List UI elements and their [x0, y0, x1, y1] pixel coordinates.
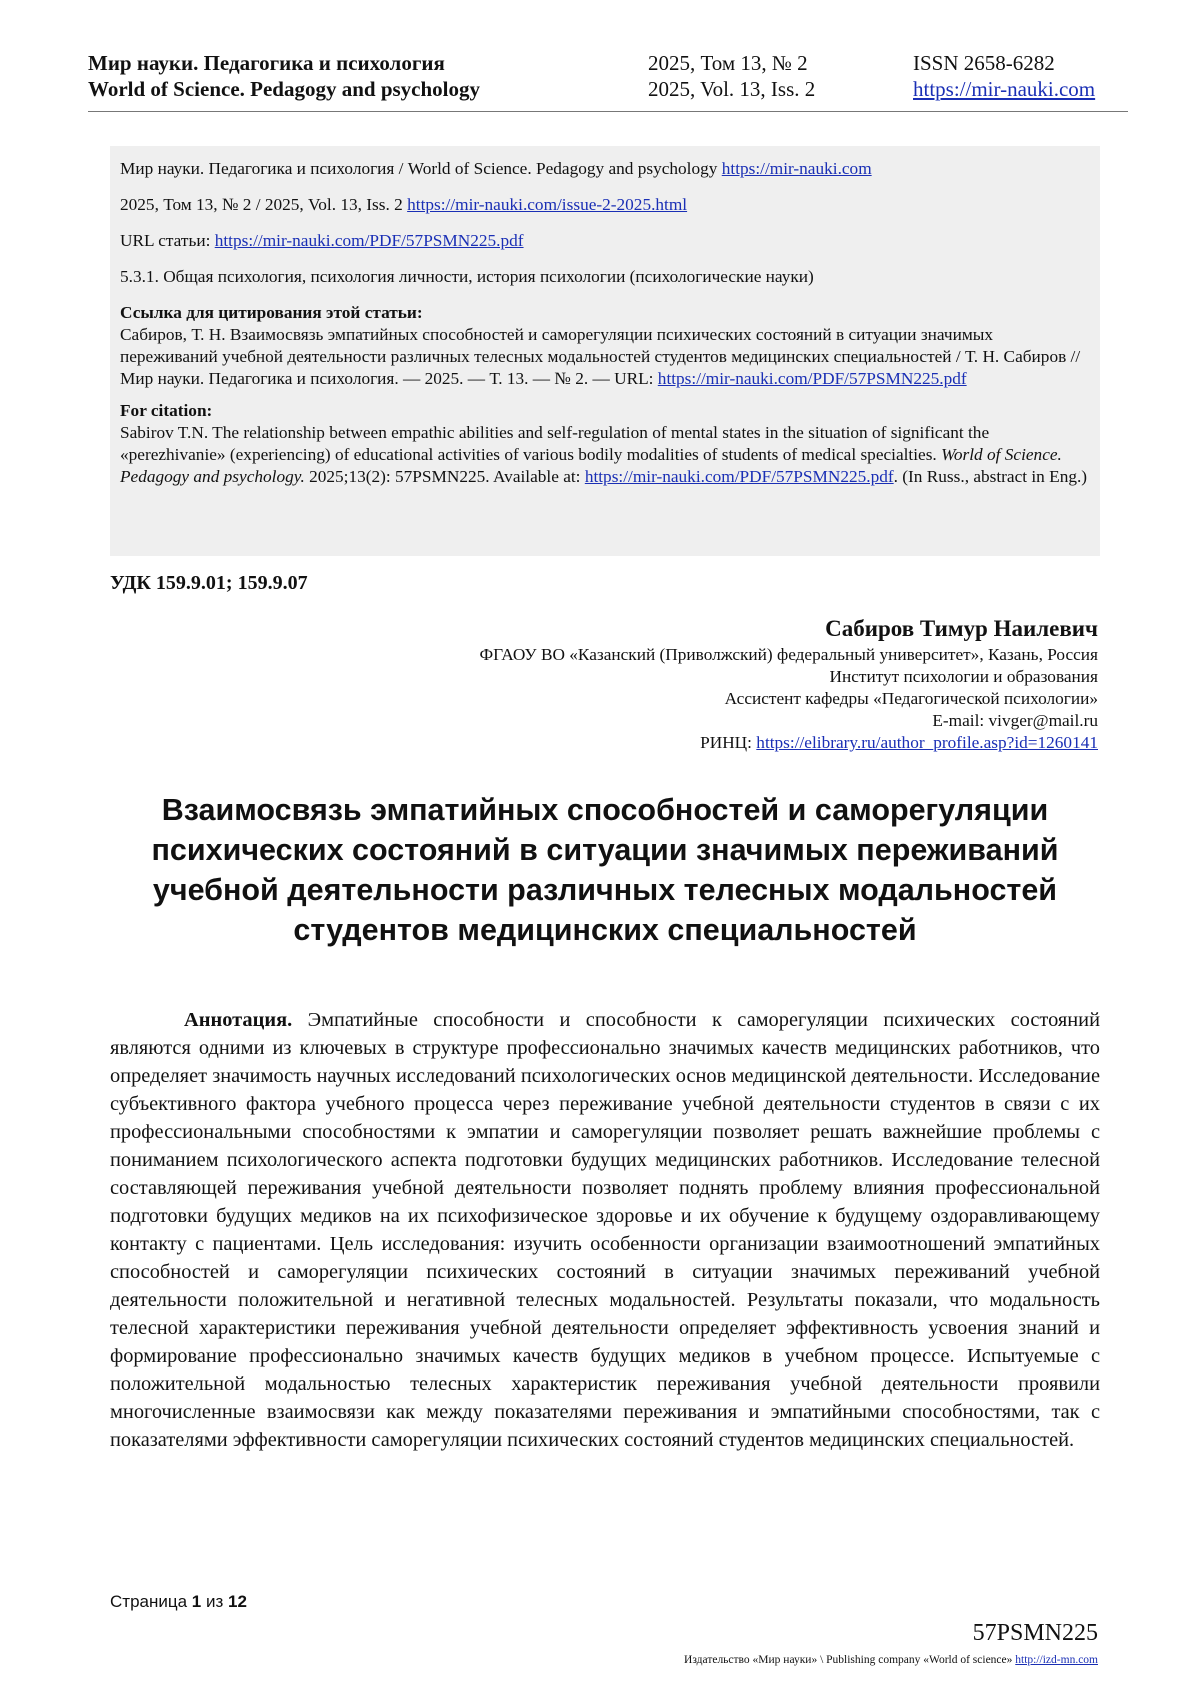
rinc-link[interactable]: https://elibrary.ru/author_profile.asp?id=1260141	[756, 733, 1098, 752]
author-affiliation: ФГАОУ ВО «Казанский (Приволжский) федеральный университет», Казань, Россия	[479, 645, 1098, 664]
issue-en: 2025, Vol. 13, Iss. 2	[648, 77, 816, 101]
citation-en-text: Sabirov T.N. The relationship between empathic abilities and self-regulation of mental states in the situation of significant the «perezhivanie» (experiencing) of educational activities of various bodily modalities of students of medical specialties.	[120, 423, 990, 464]
publisher-link[interactable]: http://izd-mn.com	[1015, 1654, 1098, 1666]
journal-name-ru: Мир науки. Педагогика и психология	[88, 51, 445, 75]
abstract	[110, 1006, 1100, 1454]
author-institute: Институт психологии и образования	[829, 667, 1098, 686]
article-code: 57PSMN225	[972, 1620, 1098, 1646]
article-info-box	[110, 146, 1100, 556]
citation-ru-text: Сабиров, Т. Н. Взаимосвязь эмпатийных способностей и саморегуляции психических состояний в ситуации значимых переживаний учебной деятельности различных телесных модальностей студентов медицинских специальностей / Т. Н. Сабиров // Мир науки. Педагогика и психология. — 2025. — Т. 13. — № 2. — URL:	[120, 325, 1081, 388]
publisher-line: Издательство «Мир науки» \ Publishing company «World of science» http://izd-mn.com	[684, 1654, 1098, 1666]
citation-en-journal: World of Science. Pedagogy and psychology.	[120, 445, 1062, 486]
issue-link[interactable]: https://mir-nauki.com/issue-2-2025.html	[407, 195, 688, 214]
issn: ISSN 2658-6282	[913, 51, 1055, 75]
abstract-label: Аннотация.	[184, 1009, 293, 1031]
issue-line: 2025, Том 13, № 2 / 2025, Vol. 13, Iss. 2 https://mir-nauki.com/issue-2-2025.html	[120, 195, 688, 214]
article-url-line: URL статьи: https://mir-nauki.com/PDF/57PSMN225.pdf	[120, 231, 524, 250]
journal-line: Мир науки. Педагогика и психология / World of Science. Pedagogy and psychology https://mir-nauki.com	[120, 159, 872, 178]
author-rinc: РИНЦ: https://elibrary.ru/author_profile.asp?id=1260141	[700, 733, 1098, 752]
citation-ru-link[interactable]: https://mir-nauki.com/PDF/57PSMN225.pdf	[657, 369, 967, 388]
abstract-text: Эмпатийные способности и способности к саморегуляции психических состояний являются одними из ключевых в структуре профессионально значимых качеств медицинских работников, что определяет значимость научных исследований психологических основ медицинской деятельности. Исследование субъективного фактора учебного процесса через переживание учебной деятельности студентов в связи с их профессиональными способностями к эмпатии и саморегуляции позволяет решать важнейшие проблемы с пониманием психологического аспекта подготовки будущих медицинских работников. Исследование телесной составляющей переживания учебной деятельности позволяет поднять проблему влияния профессиональной подготовки будущих медиков на их психофизическое здоровье и их обучение к будущему оздоравливающему контакту с пациентами. Цель исследования: изучить особенности организации взаимоотношений эмпатийных способностей и саморегуляции психических состояний в ситуации значимых переживаний учебной деятельности положительной и негативной телесных модальностей. Результаты показали, что модальность телесной характеристики переживания учебной деятельности определяет эффективность усвоения знаний и формирование профессионально значимых качеств будущих медиков в учебном процессе. Испытуемые с положительной модальностью телесных характеристик переживания учебной деятельности проявили многочисленные взаимосвязи как между показателями переживания и эмпатийными способностями, так с показателями эффективности саморегуляции психических состояний студентов медицинских специальностей.	[110, 1009, 1100, 1451]
issue-ru: 2025, Том 13, № 2	[648, 51, 808, 75]
author-position: Ассистент кафедры «Педагогической психологии»	[724, 689, 1098, 708]
journal-link[interactable]: https://mir-nauki.com	[721, 159, 872, 178]
citation-ru-label: Ссылка для цитирования этой статьи:	[120, 303, 423, 322]
journal-name-en: World of Science. Pedagogy and psychology	[88, 77, 481, 101]
citation-en	[120, 400, 1090, 488]
page-number: Страница 1 из 12	[110, 1592, 247, 1611]
article-url-link[interactable]: https://mir-nauki.com/PDF/57PSMN225.pdf	[214, 231, 524, 250]
journal-site-link[interactable]: https://mir-nauki.com	[913, 77, 1096, 101]
citation-en-text-2: 2025;13(2): 57PSMN225. Available at:	[309, 467, 581, 486]
citation-en-link[interactable]: https://mir-nauki.com/PDF/57PSMN225.pdf	[584, 467, 894, 486]
author-email: E-mail: vivger@mail.ru	[932, 711, 1098, 730]
page-total: 12	[228, 1592, 247, 1611]
citation-en-label: For citation:	[120, 401, 213, 420]
udk-code: УДК 159.9.01; 159.9.07	[110, 572, 308, 594]
author-name: Сабиров Тимур Наилевич	[825, 616, 1098, 641]
header-divider	[88, 111, 1128, 112]
citation-en-tail: . (In Russ., abstract in Eng.)	[893, 467, 1088, 486]
article-title: Взаимосвязь эмпатийных способностей и саморегуляции психических состояний в ситуации значимых переживаний учебной деятельности различных телесных модальностей студентов медицинских специальностей	[151, 793, 1059, 947]
author-block	[480, 614, 1098, 754]
citation-ru	[120, 302, 1090, 390]
page-current: 1	[191, 1592, 202, 1611]
specialty-line: 5.3.1. Общая психология, психология личности, история психологии (психологические науки)	[120, 267, 814, 286]
